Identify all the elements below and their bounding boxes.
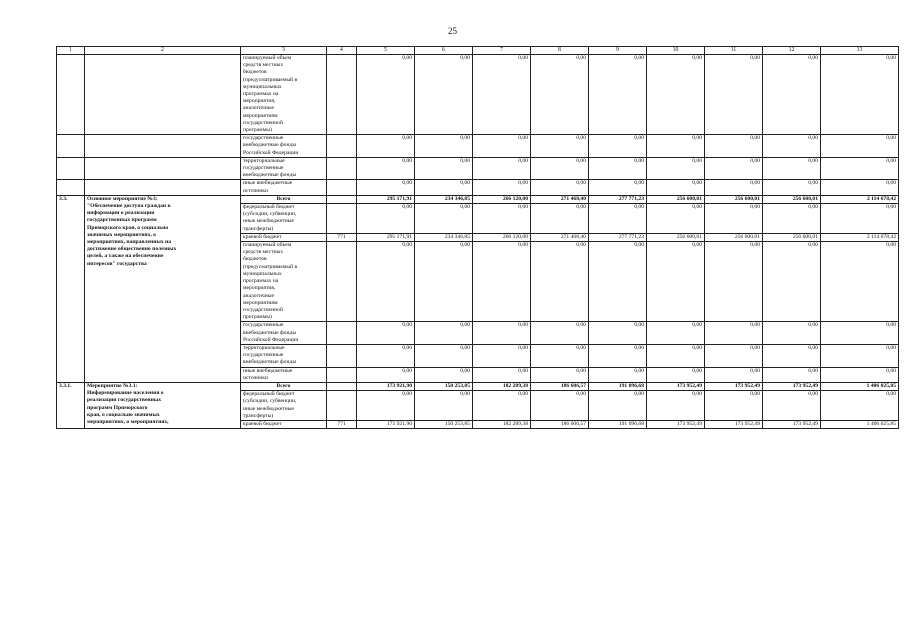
item-number: 3.3.1.: [57, 382, 85, 428]
year-value: 0,00: [647, 157, 705, 180]
year-value: 0,00: [705, 180, 763, 195]
budget-code: [327, 391, 357, 421]
funding-source: территориальные государственные внебюджетные фонды: [241, 344, 327, 367]
item-description: [85, 157, 241, 180]
year-value: 0,00: [647, 242, 705, 322]
year-value: 0,00: [473, 135, 531, 158]
budget-code: [327, 242, 357, 322]
year-value: 0,00: [763, 55, 821, 135]
column-number-header: 4: [327, 47, 357, 55]
year-value: 0,00: [589, 242, 647, 322]
year-value: 0,00: [473, 180, 531, 195]
year-value: 0,00: [415, 242, 473, 322]
item-description: Мероприятие №3.1: Информирование населения о реализации государственных программ Приморского края, о социально значимых мероприятиях, о мероприятиях,: [85, 382, 241, 428]
funding-source: краевой бюджет: [241, 420, 327, 428]
year-value: 295 171,91: [357, 195, 415, 203]
year-value: 0,00: [531, 242, 589, 322]
row-total-value: 0,00: [821, 391, 899, 421]
year-value: 182 289,38: [473, 382, 531, 390]
year-value: 0,00: [531, 55, 589, 135]
row-total-value: 0,00: [821, 367, 899, 382]
row-total-value: 0,00: [821, 242, 899, 322]
year-value: 0,00: [415, 157, 473, 180]
table-row: [57, 135, 899, 158]
page-number: 25: [448, 26, 457, 36]
item-number: [57, 157, 85, 180]
year-value: 0,00: [473, 367, 531, 382]
table-row: [57, 180, 899, 195]
year-value: 0,00: [705, 322, 763, 345]
year-value: 0,00: [705, 242, 763, 322]
year-value: 0,00: [647, 391, 705, 421]
year-value: 0,00: [589, 180, 647, 195]
funding-source: Всего: [241, 382, 327, 390]
year-value: 0,00: [531, 204, 589, 234]
column-number-header: 12: [763, 47, 821, 55]
year-value: 266 120,00: [473, 195, 531, 203]
year-value: 277 771,23: [589, 195, 647, 203]
year-value: 0,00: [531, 135, 589, 158]
row-total-value: 2 114 678,42: [821, 195, 899, 203]
row-total-value: 0,00: [821, 55, 899, 135]
budget-code: 771: [327, 420, 357, 428]
year-value: 0,00: [357, 344, 415, 367]
budget-code: [327, 344, 357, 367]
year-value: 173 921,90: [357, 382, 415, 390]
table-row: [57, 157, 899, 180]
year-value: 0,00: [763, 344, 821, 367]
year-value: 256 600,01: [763, 195, 821, 203]
year-value: 0,00: [647, 322, 705, 345]
budget-code: [327, 55, 357, 135]
budget-code: [327, 322, 357, 345]
funding-source: государственные внебюджетные фонды Российской Федерации: [241, 135, 327, 158]
year-value: 0,00: [647, 135, 705, 158]
year-value: 186 606,57: [531, 382, 589, 390]
budget-code: [327, 135, 357, 158]
year-value: 295 171,91: [357, 233, 415, 241]
year-value: 0,00: [705, 135, 763, 158]
item-number: [57, 135, 85, 158]
year-value: 173 952,49: [705, 382, 763, 390]
column-number-header: 1: [57, 47, 85, 55]
year-value: 0,00: [415, 367, 473, 382]
year-value: 0,00: [357, 322, 415, 345]
year-value: 0,00: [357, 55, 415, 135]
year-value: 0,00: [763, 322, 821, 345]
year-value: 182 289,38: [473, 420, 531, 428]
year-value: 0,00: [763, 391, 821, 421]
year-value: 0,00: [647, 180, 705, 195]
column-number-header: 5: [357, 47, 415, 55]
year-value: 0,00: [763, 204, 821, 234]
year-value: 0,00: [357, 157, 415, 180]
column-number-header: 11: [705, 47, 763, 55]
year-value: 0,00: [357, 391, 415, 421]
year-value: 0,00: [531, 180, 589, 195]
year-value: 0,00: [415, 135, 473, 158]
year-value: 266 120,00: [473, 233, 531, 241]
budget-code: [327, 382, 357, 390]
year-value: 234 346,85: [415, 195, 473, 203]
year-value: 271 468,40: [531, 195, 589, 203]
funding-source: Всего: [241, 195, 327, 203]
funding-source: федеральный бюджет (субсидии, субвенции, иные межбюджетные трансферты): [241, 204, 327, 234]
column-number-header: 6: [415, 47, 473, 55]
item-description: [85, 180, 241, 195]
funding-source: краевой бюджет: [241, 233, 327, 241]
year-value: 0,00: [473, 55, 531, 135]
budget-code: [327, 204, 357, 234]
row-total-value: 0,00: [821, 157, 899, 180]
row-total-value: 2 114 678,42: [821, 233, 899, 241]
year-value: 0,00: [415, 322, 473, 345]
year-value: 0,00: [589, 322, 647, 345]
funding-source: планируемый объем средств местных бюджетов (предусматриваемый в муниципальных программах на мероприятия, аналогичные мероприятиям государственной программы): [241, 242, 327, 322]
row-total-value: 0,00: [821, 204, 899, 234]
funding-source: иные внебюджетные источники: [241, 367, 327, 382]
year-value: 173 952,49: [705, 420, 763, 428]
year-value: 0,00: [589, 367, 647, 382]
year-value: 0,00: [415, 180, 473, 195]
item-description: [85, 135, 241, 158]
year-value: 0,00: [589, 344, 647, 367]
year-value: 186 606,57: [531, 420, 589, 428]
column-number-header: 9: [589, 47, 647, 55]
year-value: 0,00: [705, 204, 763, 234]
year-value: 256 600,01: [647, 195, 705, 203]
table-row: [57, 55, 899, 135]
year-value: 173 952,49: [647, 382, 705, 390]
year-value: 0,00: [647, 344, 705, 367]
year-value: 0,00: [705, 157, 763, 180]
year-value: 256 600,01: [647, 233, 705, 241]
year-value: 0,00: [763, 135, 821, 158]
column-number-header: 8: [531, 47, 589, 55]
year-value: 0,00: [531, 391, 589, 421]
year-value: 0,00: [473, 204, 531, 234]
column-number-header: 3: [241, 47, 327, 55]
year-value: 256 600,01: [705, 233, 763, 241]
year-value: 0,00: [531, 344, 589, 367]
year-value: 0,00: [589, 157, 647, 180]
year-value: 191 096,68: [589, 382, 647, 390]
year-value: 0,00: [589, 391, 647, 421]
year-value: 0,00: [415, 344, 473, 367]
item-description: [85, 55, 241, 135]
year-value: 0,00: [531, 367, 589, 382]
year-value: 0,00: [705, 367, 763, 382]
column-number-header: 7: [473, 47, 531, 55]
year-value: 0,00: [357, 367, 415, 382]
year-value: 0,00: [647, 204, 705, 234]
year-value: 277 771,23: [589, 233, 647, 241]
budget-code: [327, 157, 357, 180]
year-value: 173 952,49: [763, 382, 821, 390]
item-number: [57, 180, 85, 195]
year-value: 256 600,01: [763, 233, 821, 241]
row-total-value: 1 406 025,85: [821, 382, 899, 390]
year-value: 0,00: [473, 344, 531, 367]
year-value: 0,00: [473, 322, 531, 345]
year-value: 256 600,01: [705, 195, 763, 203]
header-row: [57, 47, 899, 55]
item-number: [57, 55, 85, 135]
year-value: 0,00: [415, 55, 473, 135]
year-value: 150 253,85: [415, 382, 473, 390]
year-value: 0,00: [589, 204, 647, 234]
year-value: 0,00: [763, 242, 821, 322]
year-value: 0,00: [763, 367, 821, 382]
year-value: 150 253,85: [415, 420, 473, 428]
funding-source: федеральный бюджет (субсидии, субвенции, иные межбюджетные трансферты): [241, 391, 327, 421]
budget-code: [327, 195, 357, 203]
year-value: 0,00: [705, 391, 763, 421]
budget-table: [56, 46, 899, 429]
funding-source: иные внебюджетные источники: [241, 180, 327, 195]
year-value: 0,00: [357, 242, 415, 322]
year-value: 0,00: [763, 157, 821, 180]
year-value: 0,00: [473, 391, 531, 421]
year-value: 0,00: [357, 204, 415, 234]
year-value: 0,00: [357, 135, 415, 158]
table-row: [57, 382, 899, 390]
row-total-value: 0,00: [821, 135, 899, 158]
column-number-header: 10: [647, 47, 705, 55]
year-value: 0,00: [531, 157, 589, 180]
column-number-header: 13: [821, 47, 899, 55]
column-number-header: 2: [85, 47, 241, 55]
year-value: 0,00: [647, 367, 705, 382]
table-row: [57, 195, 899, 203]
year-value: 0,00: [589, 55, 647, 135]
funding-source: территориальные государственные внебюджетные фонды: [241, 157, 327, 180]
year-value: 271 468,40: [531, 233, 589, 241]
row-total-value: 0,00: [821, 180, 899, 195]
year-value: 0,00: [705, 344, 763, 367]
funding-source: государственные внебюджетные фонды Российской Федерации: [241, 322, 327, 345]
item-number: 3.3.: [57, 195, 85, 382]
year-value: 0,00: [531, 322, 589, 345]
year-value: 173 952,49: [763, 420, 821, 428]
row-total-value: 0,00: [821, 344, 899, 367]
budget-code: [327, 180, 357, 195]
row-total-value: 1 406 025,85: [821, 420, 899, 428]
year-value: 173 921,90: [357, 420, 415, 428]
year-value: 191 096,68: [589, 420, 647, 428]
year-value: 0,00: [357, 180, 415, 195]
year-value: 234 346,85: [415, 233, 473, 241]
year-value: 0,00: [473, 242, 531, 322]
year-value: 0,00: [647, 55, 705, 135]
budget-code: [327, 367, 357, 382]
year-value: 0,00: [705, 55, 763, 135]
item-description: Основное мероприятие №3: "Обеспечение доступа граждан к информации о реализации государственных программ Приморского края, о социально значимых мероприятиях, о мероприятиях, направленных на достижение общественно полезных целей, а также на обеспечение интересов" государства: [85, 195, 241, 382]
budget-code: 771: [327, 233, 357, 241]
year-value: 0,00: [473, 157, 531, 180]
year-value: 0,00: [415, 391, 473, 421]
year-value: 0,00: [589, 135, 647, 158]
year-value: 0,00: [763, 180, 821, 195]
year-value: 0,00: [415, 204, 473, 234]
row-total-value: 0,00: [821, 322, 899, 345]
funding-source: планируемый объем средств местных бюджетов (предусматриваемый в муниципальных программах на мероприятия, аналогичные мероприятиям государственной программы): [241, 55, 327, 135]
year-value: 173 952,49: [647, 420, 705, 428]
